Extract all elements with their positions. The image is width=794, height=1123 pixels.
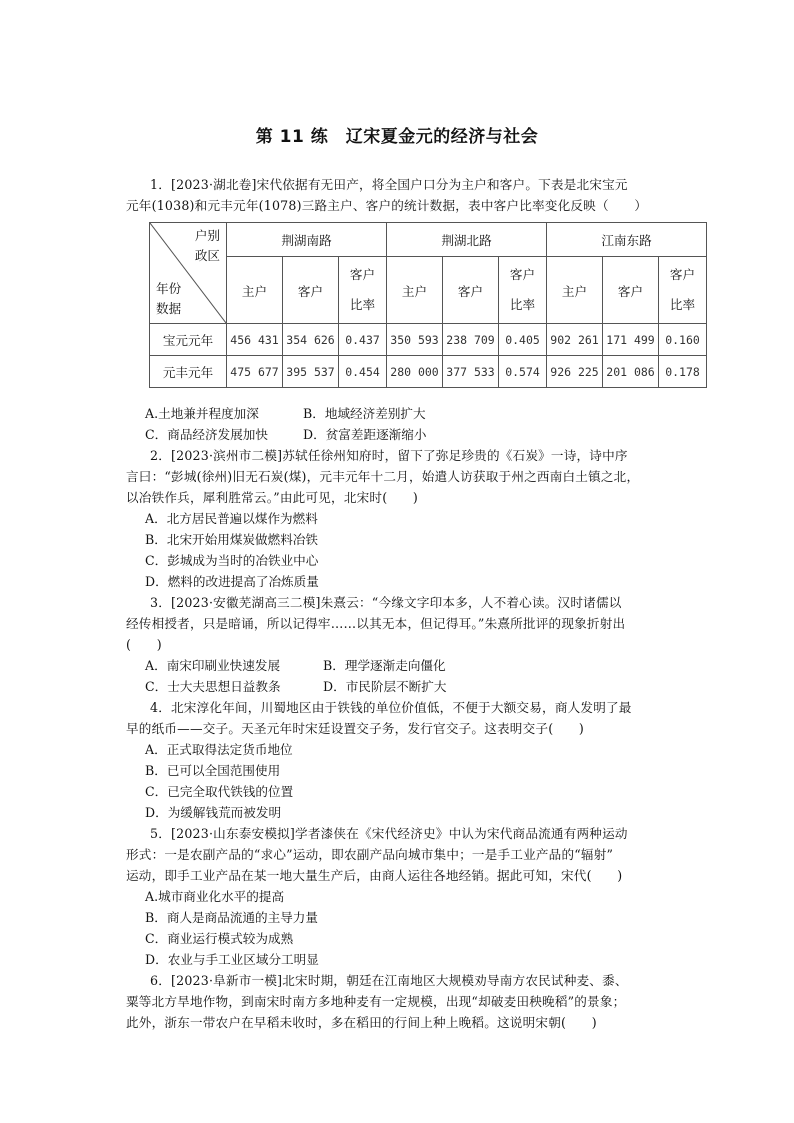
- q5-stem-line1: 5．[2023·山东泰安模拟]学者漆侠在《宋代经济史》中认为宋代商品流通有两种运动: [150, 826, 628, 841]
- q4-option-b[interactable]: B．已可以全国范围使用: [145, 763, 281, 778]
- q5-option-b[interactable]: B．商人是商品流通的主导力量: [145, 910, 318, 925]
- q3-stem-line1: 3．[2023·安徽芜湖高三二模]朱熹云：“今缘文字印本多，人不着心读。汉时诸儒以: [150, 595, 622, 610]
- q4-option-a[interactable]: A．正式取得法定货币地位: [145, 742, 293, 757]
- data-cell: 395 537: [283, 356, 339, 388]
- subheader-cell: 客户: [603, 257, 659, 324]
- year-cell: 宝元元年: [150, 324, 227, 356]
- subheader-cell: [339, 257, 387, 324]
- data-cell: 0.454: [339, 356, 387, 388]
- q6-stem-line2: 粟等北方旱地作物，到南宋时南方多地种麦有一定规模，出现“却破麦田秧晚稻”的景象；: [126, 994, 626, 1009]
- subheader-cell: [659, 257, 707, 324]
- data-cell: 0.178: [659, 356, 707, 388]
- q3-option-a[interactable]: A．南宋印刷业快速发展: [145, 658, 281, 673]
- data-cell: 201 086: [603, 356, 659, 388]
- q4-option-d[interactable]: D．为缓解钱荒而被发明: [145, 805, 282, 820]
- q2-stem-line2: 言曰：“彭城(徐州)旧无石炭(煤)，元丰元年十二月，始遣人访获取于州之西南白土镇之北，: [126, 469, 640, 484]
- subheader-cell: 主户: [227, 257, 283, 324]
- data-cell: 350 593: [387, 324, 443, 356]
- q5-stem-line3: 运动，即手工业产品在某一地大量生产后，由商人运往各地经销。据此可知，宋代( ): [126, 868, 623, 883]
- q5-stem-line2: 形式：一是农副产品的“求心”运动，即农副产品向城市集中；一是手工业产品的“辐射”: [126, 847, 614, 862]
- year-cell: 元丰元年: [150, 356, 227, 388]
- data-cell: 0.405: [499, 324, 547, 356]
- data-cell: 0.437: [339, 324, 387, 356]
- subheader-ratio-line2: 比率: [669, 297, 696, 313]
- subheader-cell: 主户: [547, 257, 603, 324]
- data-cell: 456 431: [227, 324, 283, 356]
- q4-stem-line2: 早的纸币——交子。天圣元年时宋廷设置交子务，发行官交子。这表明交子( ): [126, 721, 585, 736]
- data-cell: 354 626: [283, 324, 339, 356]
- subheader-ratio-line2: 比率: [349, 297, 376, 313]
- q3-option-d[interactable]: D．市民阶层不断扩大: [323, 679, 447, 694]
- subheader-cell: 客户: [283, 257, 339, 324]
- corner-top-text: 户别 政区: [194, 228, 220, 263]
- q1-option-a[interactable]: A.土地兼并程度加深: [145, 406, 259, 421]
- q5-option-a[interactable]: A.城市商业化水平的提高: [145, 889, 285, 904]
- subheader-ratio-line2: 比率: [509, 297, 536, 313]
- corner-top-label: [195, 226, 220, 266]
- q2-option-c[interactable]: C．彭城成为当时的冶铁业中心: [145, 553, 319, 568]
- q6-stem-line1: 6．[2023·阜新市一模]北宋时期，朝廷在江南地区大规模劝导南方农民试种麦、黍、: [150, 973, 628, 988]
- data-cell: 475 677: [227, 356, 283, 388]
- q6-stem-line3: 此外，浙东一带农户在早稻未收时，多在稻田的行间上种上晚稻。这说明宋朝( ): [126, 1015, 597, 1030]
- subheader-cell: 客户: [443, 257, 499, 324]
- q4-option-c[interactable]: C．已完全取代铁钱的位置: [145, 784, 294, 799]
- region-header: 江南东路: [547, 223, 707, 257]
- q1-data-table: [149, 222, 707, 388]
- subheader-ratio-line1: 客户: [509, 267, 536, 283]
- q1-option-d[interactable]: D．贫富差距逐渐缩小: [303, 427, 427, 442]
- data-cell: 926 225: [547, 356, 603, 388]
- q4-stem-line1: 4．北宋淳化年间，川蜀地区由于铁钱的单位价值低，不便于大额交易，商人发明了最: [150, 700, 632, 715]
- subheader-cell: 主户: [387, 257, 443, 324]
- data-cell: 238 709: [443, 324, 499, 356]
- subheader-ratio-line1: 客户: [349, 267, 376, 283]
- subheader-ratio-line1: 客户: [669, 267, 696, 283]
- q3-option-b[interactable]: B．理学逐渐走向僵化: [323, 658, 446, 673]
- data-cell: 280 000: [387, 356, 443, 388]
- data-cell: 0.160: [659, 324, 707, 356]
- q2-option-a[interactable]: A．北方居民普遍以煤作为燃料: [145, 511, 318, 526]
- table-row: [150, 324, 707, 356]
- region-header: 荆湖北路: [387, 223, 547, 257]
- table-corner-cell: [150, 223, 227, 324]
- q2-option-d[interactable]: D．燃料的改进提高了冶炼质量: [145, 574, 319, 589]
- q5-option-d[interactable]: D．农业与手工业区域分工明显: [145, 952, 319, 967]
- q3-option-c[interactable]: C．士大夫思想日益教条: [145, 679, 281, 694]
- data-cell: 0.574: [499, 356, 547, 388]
- q1-stem-line2: 元年(1038)和元丰元年(1078)三路主户、客户的统计数据，表中客户比率变化反映（ ）: [126, 198, 648, 213]
- data-cell: 377 533: [443, 356, 499, 388]
- corner-bottom-text: 年份 数据: [156, 281, 182, 316]
- q2-stem-line1: 2．[2023·滨州市二模]苏轼任徐州知府时，留下了弥足珍贵的《石炭》一诗，诗中序: [150, 448, 628, 463]
- region-header: 荆湖南路: [227, 223, 387, 257]
- q3-stem-line2: 经传相授者，只是暗诵，所以记得牢……以其无本，但记得耳。”朱熹所批评的现象折射出: [126, 616, 626, 631]
- q3-stem-line3: ( ): [126, 637, 162, 652]
- data-cell: 171 499: [603, 324, 659, 356]
- q2-stem-line3: 以冶铁作兵，犀利胜常云。”由此可见，北宋时( ): [126, 490, 419, 505]
- q1-stem-line1: 1．[2023·湖北卷]宋代依据有无田产，将全国户口分为主户和客户。下表是北宋宝元: [150, 177, 628, 192]
- q1-option-c[interactable]: C．商品经济发展加快: [145, 427, 268, 442]
- q2-option-b[interactable]: B．北宋开始用煤炭做燃料冶铁: [145, 532, 318, 547]
- corner-bottom-label: [156, 279, 181, 319]
- q1-option-b[interactable]: B．地域经济差别扩大: [303, 406, 426, 421]
- subheader-cell: [499, 257, 547, 324]
- q5-option-c[interactable]: C．商业运行模式较为成熟: [145, 931, 294, 946]
- page-title: 第 11 练 辽宋夏金元的经济与社会: [255, 127, 539, 147]
- table-row: [150, 356, 707, 388]
- data-cell: 902 261: [547, 324, 603, 356]
